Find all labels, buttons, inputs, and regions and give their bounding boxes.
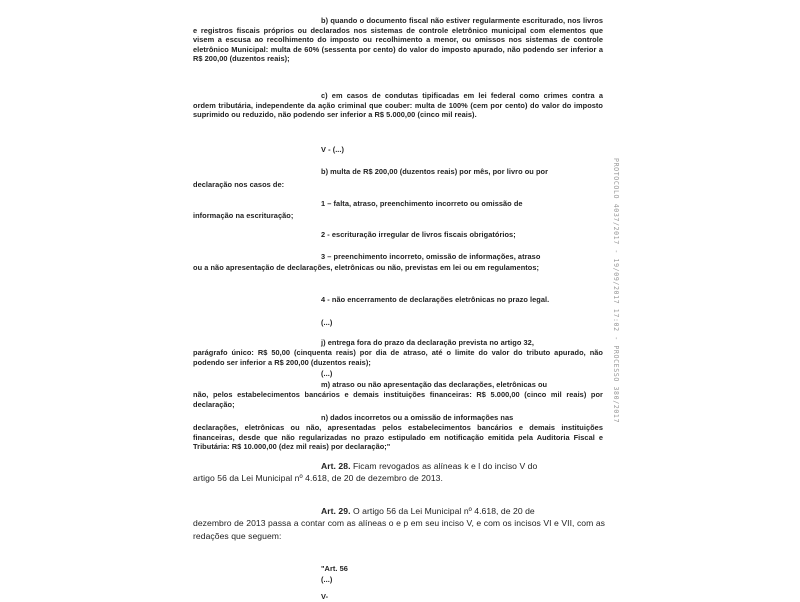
item-2: 2 - escrituração irregular de livros fiscais obrigatórios; bbox=[321, 230, 516, 239]
item-3-line2: ou a não apresentação de declarações, eletrônicas ou não, previstas em lei ou em regulamentos; bbox=[193, 263, 540, 272]
art-29-line1 bbox=[321, 505, 605, 518]
ellipsis-2: (...) bbox=[321, 369, 333, 378]
paragraph-j-line2: parágrafo único: R$ 50,00 (cinquenta reais) por dia de atraso, até o limite do valor do tributo apurado, não podendo ser inferior a R$ 200,00 (duzentos reais); bbox=[193, 348, 603, 367]
item-4: 4 - não encerramento de declarações eletrônicas no prazo legal. bbox=[321, 295, 550, 304]
inciso-v-ellipsis: V - (...) bbox=[321, 145, 345, 154]
protocol-side-stamp: PROTOCOLO 4037/2017 - 19/09/2017 17:02 - PROCESSO 380/2017 bbox=[612, 158, 620, 424]
art-28-line2: artigo 56 da Lei Municipal nº 4.618, de 20 de dezembro de 2013. bbox=[193, 473, 443, 483]
item-3-line1: 3 – preenchimento incorreto, omissão de informações, atraso bbox=[321, 252, 541, 261]
quote-art-56: "Art. 56 bbox=[321, 564, 348, 573]
paragraph-m-line1: m) atraso ou não apresentação das declarações, eletrônicas ou bbox=[321, 380, 548, 389]
paragraph-b-multa-line2: declaração nos casos de: bbox=[193, 180, 285, 189]
item-1-line1: 1 – falta, atraso, preenchimento incorreto ou omissão de bbox=[321, 199, 523, 208]
ellipsis-1: (...) bbox=[321, 318, 333, 327]
art-28-line1 bbox=[321, 460, 605, 473]
art-28-text: Ficam revogados as alíneas k e l do inciso V do bbox=[350, 461, 538, 471]
paragraph-n-line2: declarações, eletrônicas ou não, apresentadas pelos estabelecimentos bancários e demais instituições financeiras, desde que não regularizadas no prazo estipulado em notificação emitida pela Auditoria Fiscal e Tributária: R$ 10.000,00 (dez mil reais) por declaração;" bbox=[193, 423, 603, 452]
quote-ellipsis: (...) bbox=[321, 575, 333, 584]
art-29-line2: dezembro de 2013 passa a contar com as alíneas o e p em seu inciso V, e com os incisos VI e VII, com as redações que seguem: bbox=[193, 518, 605, 541]
paragraph-b-multa-line1: b) multa de R$ 200,00 (duzentos reais) por mês, por livro ou por bbox=[321, 167, 549, 176]
item-1-line2: informação na escrituração; bbox=[193, 211, 294, 220]
art-29-label: Art. 29. bbox=[321, 506, 351, 516]
paragraph-m-line2: não, pelos estabelecimentos bancários e demais instituições financeiras: R$ 5.000,00 (cinco mil reais) por declaração; bbox=[193, 390, 603, 409]
paragraph-n-line1: n) dados incorretos ou a omissão de informações nas bbox=[321, 413, 514, 422]
art-28-label: Art. 28. bbox=[321, 461, 351, 471]
quote-inciso-v: V- bbox=[321, 592, 329, 601]
paragraph-c-condutas: c) em casos de condutas tipificadas em lei federal como crimes contra a ordem tributária, independente da ação criminal que couber: multa de 100% (cem por cento) do valor do imposto suprimido ou reduzido, não podendo ser inferior a R$ 5.000,00 (cinco mil reais). bbox=[193, 91, 603, 120]
paragraph-j-line1: j) entrega fora do prazo da declaração prevista no artigo 32, bbox=[321, 338, 534, 347]
paragraph-b-quando: b) quando o documento fiscal não estiver regularmente escriturado, nos livros e registros fiscais próprios ou declarados nos sistemas de controle eletrônico municipal com elementos que visem a escusa ao recolhimento do imposto ou recolhimento a menor, ou omissos nos sistemas de controle eletrônico Municipal: multa de 60% (sessenta por cento) do valor do imposto apurado, não podendo ser inferior a R$ 200,00 (duzentos reais); bbox=[193, 16, 603, 64]
art-29-text: O artigo 56 da Lei Municipal nº 4.618, de 20 de bbox=[350, 506, 535, 516]
